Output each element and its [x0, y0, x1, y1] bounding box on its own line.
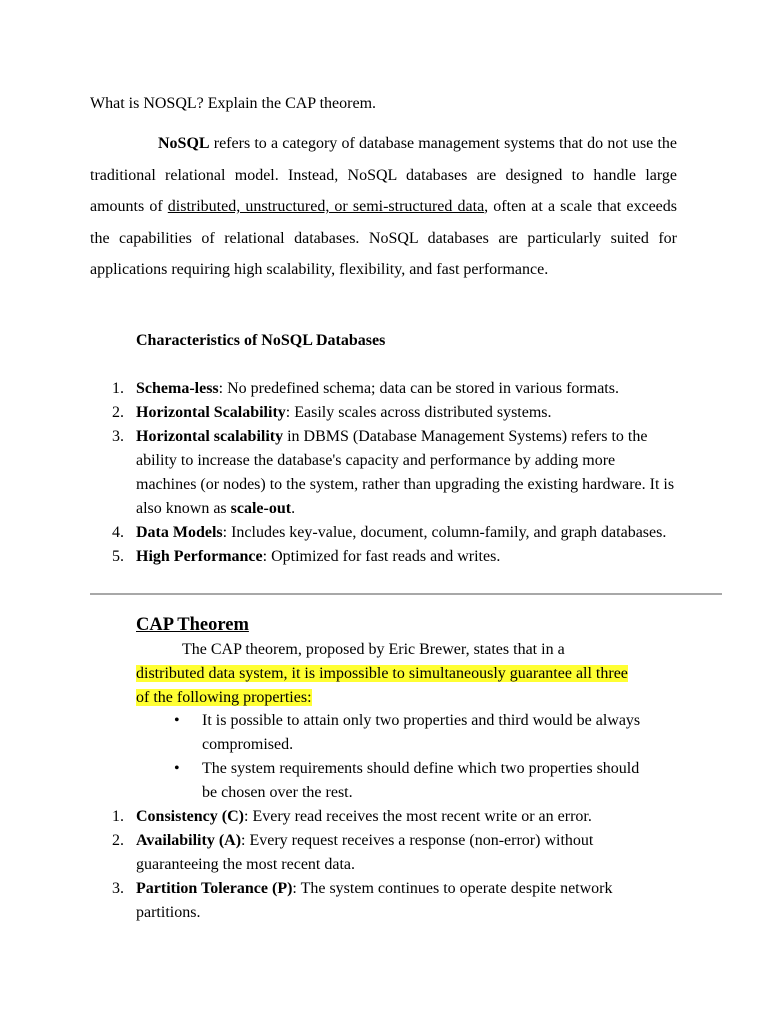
cap-highlight-1: distributed data system, it is impossible to simultaneously guarantee all three	[136, 665, 628, 682]
list-item	[90, 805, 676, 829]
item-text: : Includes key-value, document, column-family, and graph databases.	[222, 524, 667, 541]
cap-properties-list	[90, 805, 690, 925]
bullet-item	[136, 709, 642, 757]
bullet-text: The system requirements should define which two properties should be chosen over the rest.	[202, 760, 640, 801]
intro-text-1: refers to a category of database management systems that do not use the traditional relational model. Instead, NoSQL databases are designed to handle large amounts of	[90, 135, 677, 215]
list-item	[90, 425, 676, 521]
item-term: Horizontal scalability	[136, 428, 284, 445]
item-number: 5.	[112, 548, 124, 565]
item-term: Consistency (C)	[136, 808, 244, 825]
bullet-item	[136, 757, 642, 805]
item-term: Partition Tolerance (P)	[136, 880, 293, 897]
question-heading: What is NOSQL? Explain the CAP theorem.	[90, 95, 377, 112]
cap-bullets	[136, 709, 656, 805]
list-item	[90, 545, 676, 569]
list-item	[90, 829, 676, 877]
item-number: 1.	[112, 380, 124, 397]
item-text: : Easily scales across distributed systems.	[285, 404, 552, 421]
list-item	[90, 401, 676, 425]
characteristics-heading: Characteristics of NoSQL Databases	[136, 332, 386, 349]
item-number: 4.	[112, 524, 124, 541]
item-number: 2.	[112, 832, 124, 849]
horizontal-rule	[90, 593, 722, 595]
item-number: 1.	[112, 808, 124, 825]
characteristics-list	[90, 377, 690, 569]
item-text-2: .	[291, 500, 296, 517]
item-text: : No predefined schema; data can be stored in various formats.	[218, 380, 619, 397]
list-item	[90, 521, 676, 545]
list-item	[90, 877, 676, 925]
item-term-2: scale-out	[230, 500, 292, 517]
bullet-icon: •	[174, 760, 180, 777]
item-term: Availability (A)	[136, 832, 242, 849]
item-number: 3.	[112, 880, 124, 897]
bullet-text: It is possible to attain only two properties and third would be always compromised.	[202, 712, 641, 753]
bullet-icon: •	[174, 712, 180, 729]
cap-title: CAP Theorem	[136, 615, 249, 635]
intro-term: NoSQL	[158, 135, 210, 152]
item-text: : Every read receives the most recent write or an error.	[244, 808, 592, 825]
intro-paragraph	[90, 128, 677, 286]
item-number: 3.	[112, 428, 124, 445]
item-number: 2.	[112, 404, 124, 421]
list-item	[90, 377, 676, 401]
item-text: : Every request receives a response (non-error) without guaranteeing the most recent data.	[136, 832, 594, 873]
item-text: in DBMS (Database Management Systems) refers to the ability to increase the database's capacity and performance by adding more machines (or nodes) to the system, rather than upgrading the existing hardware. It is also known as	[136, 428, 675, 517]
intro-text-2: , often at a scale that exceeds the capabilities of relational databases. NoSQL databases are particularly suited for applications requiring high scalability, flexibility, and fast performance.	[90, 198, 677, 278]
item-text: : Optimized for fast reads and writes.	[262, 548, 501, 565]
intro-underlined: distributed, unstructured, or semi-structured data	[167, 198, 485, 215]
cap-highlight-2: of the following properties:	[136, 689, 312, 706]
item-term: Schema-less	[136, 380, 219, 397]
item-term: Data Models	[136, 524, 223, 541]
item-text: : The system continues to operate despite network partitions.	[136, 880, 613, 921]
cap-paragraph	[136, 638, 696, 710]
cap-intro-line: The CAP theorem, proposed by Eric Brewer, states that in a	[182, 641, 565, 658]
item-term: Horizontal Scalability	[136, 404, 286, 421]
item-term: High Performance	[136, 548, 263, 565]
